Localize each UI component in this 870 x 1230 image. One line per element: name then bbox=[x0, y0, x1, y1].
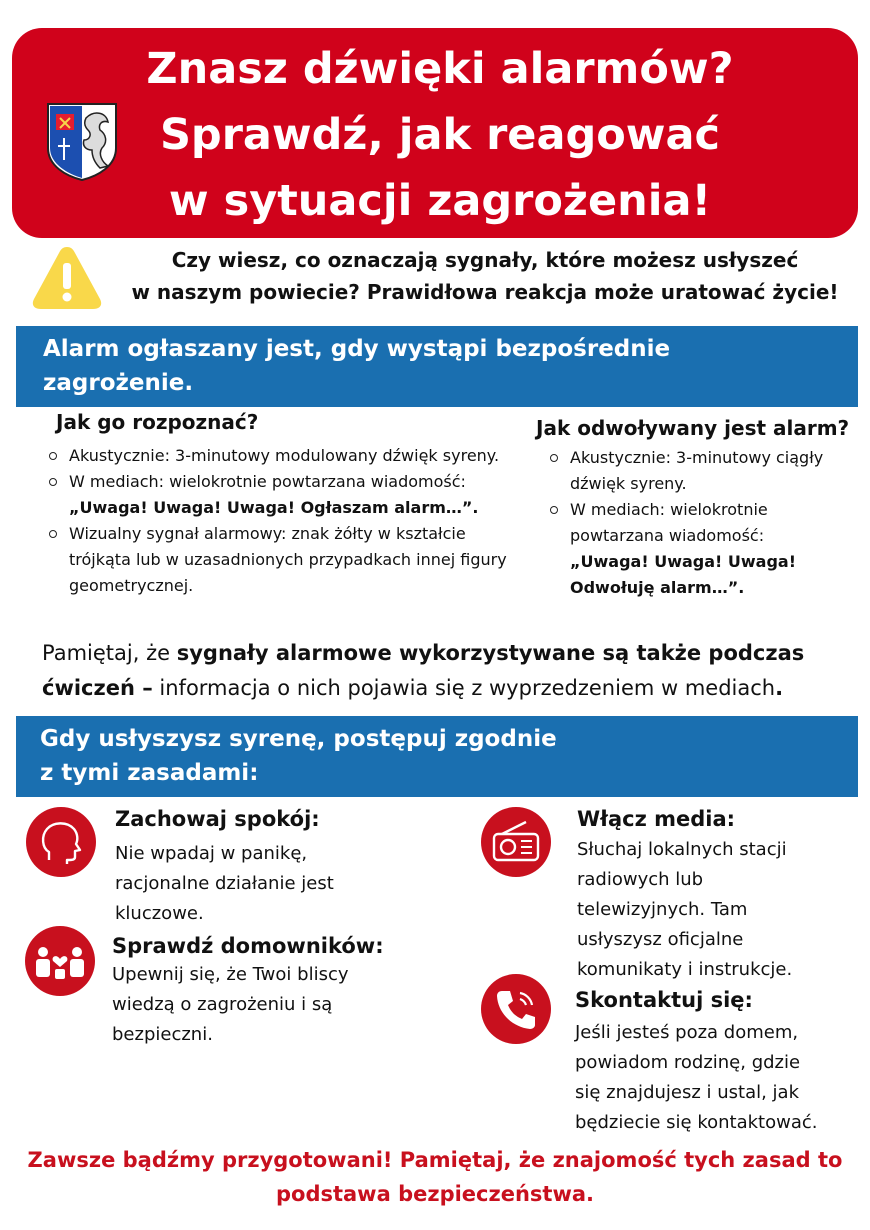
list-item: Wizualny sygnał alarmowy: znak żółty w kształcie trójkąta lub w uzasadnionych przypadkach innej figury geometrycznej. bbox=[47, 521, 512, 599]
rule-title: Sprawdź domowników: bbox=[112, 934, 384, 958]
footer-line: Zawsze bądźmy przygotowani! Pamiętaj, że znajomość tych zasad to bbox=[27, 1148, 843, 1172]
title-line: Sprawdź, jak reagować bbox=[159, 110, 721, 160]
intro-line: w naszym powiecie? Prawidłowa reakcja może uratować życie! bbox=[131, 280, 839, 304]
list-item: W mediach: wielokrotnie powtarzana wiadomość: „Uwaga! Uwaga! Uwaga! Odwołuję alarm…”. bbox=[548, 497, 848, 601]
recognize-title: Jak go rozpoznać? bbox=[56, 410, 259, 434]
alarm-heading-line: Alarm ogłaszany jest, gdy wystąpi bezpośrednie bbox=[43, 336, 671, 362]
rule-contact: Skontaktuj się: Jeśli jesteś poza domem, powiadom rodzinę, gdzie się znajdujesz i ustal, jak będziecie się kontaktować. bbox=[575, 986, 860, 1138]
list-item: W mediach: wielokrotnie powtarzana wiadomość: „Uwaga! Uwaga! Uwaga! Ogłaszam alarm…”. bbox=[47, 469, 512, 521]
family-icon bbox=[24, 925, 96, 997]
rule-household: Sprawdź domowników: Upewnij się, że Twoi bliscy wiedzą o zagrożeniu i są bezpieczni. bbox=[112, 932, 452, 1050]
list-item: Akustycznie: 3-minutowy ciągły dźwięk syreny. bbox=[548, 445, 848, 497]
rules-heading-line: z tymi zasadami: bbox=[40, 760, 259, 786]
alarm-section-heading bbox=[16, 326, 858, 407]
footer-line: podstawa bezpieczeństwa. bbox=[275, 1182, 594, 1206]
cancel-list bbox=[548, 445, 848, 601]
rule-media: Włącz media: Słuchaj lokalnych stacji radiowych lub telewizyjnych. Tam usłyszysz oficjalne komunikaty i instrukcje. bbox=[577, 805, 857, 985]
rule-title: Skontaktuj się: bbox=[575, 988, 753, 1012]
exercise-reminder: Pamiętaj, że sygnały alarmowe wykorzystywane są także podczas ćwiczeń – informacja o nich pojawia się z wyprzedzeniem w mediach. bbox=[42, 641, 805, 700]
intro-line: Czy wiesz, co oznaczają sygnały, które możesz usłyszeć bbox=[171, 248, 799, 272]
title-line: w sytuacji zagrożenia! bbox=[168, 176, 712, 226]
rules-heading-line: Gdy usłyszysz syrenę, postępuj zgodnie bbox=[40, 726, 557, 752]
cancel-title: Jak odwoływany jest alarm? bbox=[536, 416, 850, 440]
rule-title: Włącz media: bbox=[577, 807, 736, 831]
rule-title: Zachowaj spokój: bbox=[115, 807, 320, 831]
warning-triangle-icon bbox=[30, 243, 104, 313]
rules-section-heading bbox=[16, 716, 858, 797]
footer-message bbox=[10, 1143, 860, 1211]
rule-calm: Zachowaj spokój: Nie wpadaj w panikę, racjonalne działanie jest kluczowe. bbox=[115, 805, 445, 929]
radio-icon bbox=[480, 806, 552, 878]
intro-text bbox=[110, 244, 860, 308]
title-line: Znasz dźwięki alarmów? bbox=[146, 44, 734, 94]
recognize-list bbox=[47, 443, 512, 599]
page-title bbox=[80, 36, 800, 234]
phone-icon bbox=[480, 973, 552, 1045]
list-item: Akustycznie: 3-minutowy modulowany dźwięk syreny. bbox=[47, 443, 512, 469]
alarm-heading-line: zagrożenie. bbox=[43, 370, 194, 396]
head-icon bbox=[25, 806, 97, 878]
